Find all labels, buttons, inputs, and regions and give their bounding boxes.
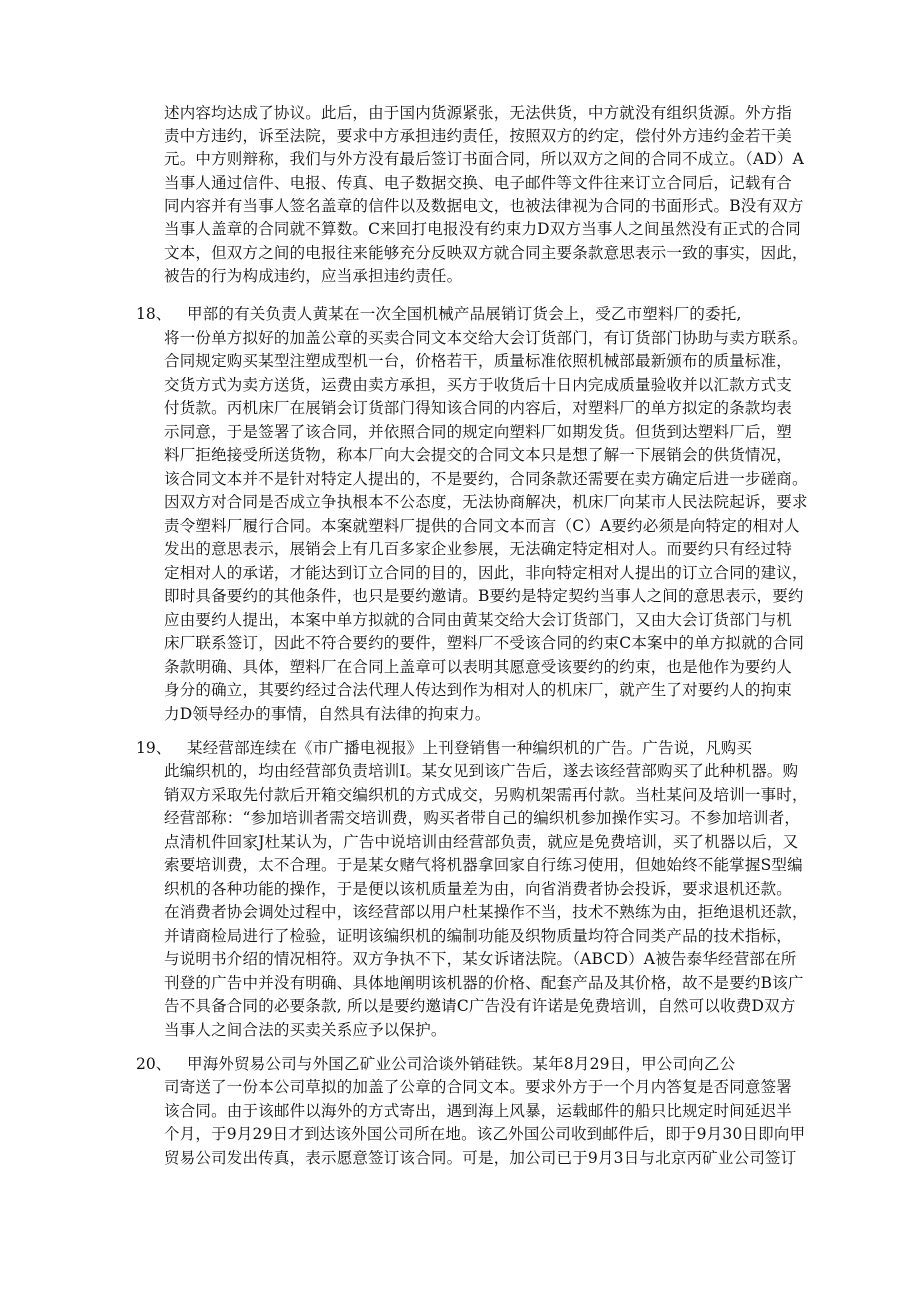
text-line: 交货方式为卖方送货，运费由卖方承担，买方于收货后十日内完成质量验收并以汇款方式支 xyxy=(164,376,793,394)
text-line: 示同意，于是签署了该合同，并依照合同的规定向塑料厂如期发货。但货到达塑料厂后，塑 xyxy=(164,423,793,441)
text-line: 发出的意思表示，展销会上有几百多家企业参展，无法确定特定相对人。而要约只有经过特 xyxy=(164,540,793,558)
text-line: 织机的各种功能的操作，于是便以该机质量差为由，向省消费者协会投诉，要求退机还款。 xyxy=(164,880,793,898)
text-line: 当事人之间合法的买卖关系应予以保护。 xyxy=(164,1021,447,1039)
text-line: 与说明书介绍的情况相符。双方争执不下，某女诉诸法院。（ABCD）A被告泰华经营部在所 xyxy=(164,950,797,968)
text-line: 将一份单方拟好的加盖公章的买卖合同文本交给大会订货部门，有订货部门协助与卖方联系。 xyxy=(164,329,808,347)
question-number: 20、 xyxy=(136,1055,172,1073)
text-line: 刊登的广告中并没有明确、具体地阐明该机器的价格、配套产品及其价格，故不是要约B该广 xyxy=(164,974,804,992)
text-line: 被告的行为构成违约，应当承担违约责任。 xyxy=(164,267,463,285)
text-line: 文本，但双方之间的电报往来能够充分反映双方就合同主要条款意思表示一致的事实，因此， xyxy=(164,244,808,262)
text-line: 该合同文本并不是针对特定人提出的，不是要约，合同条款还需要在卖方确定后进一步磋商。 xyxy=(164,470,808,488)
text-line: 个月，于9月29日才到达该外国公司所在地。该乙外国公司收到邮件后，即于9月30日即向甲 xyxy=(164,1125,806,1143)
question-number: 19、 xyxy=(136,739,172,757)
text-line: 身分的确立，其要约经过合法代理人传达到作为相对人的机床厂，就产生了对要约人的拘束 xyxy=(164,681,793,699)
text-line: 责令塑料厂履行合同。本案就塑料厂提供的合同文本而言（C）A要约必须是向特定的相对人 xyxy=(164,517,800,535)
text-line: 该合同。由于该邮件以海外的方式寄出，遇到海上风暴，运载邮件的船只比规定时间延迟半 xyxy=(164,1102,793,1120)
text-line: 料厂拒绝接受所送货物，称本厂向大会提交的合同文本只是想了解一下展销会的供货情况， xyxy=(164,446,793,464)
text-line: 条款明确、具体，塑料厂在合同上盖章可以表明其愿意受该要约的约束，也是他作为要约人 xyxy=(164,658,793,676)
text-line: 点清机件回家J杜某认为，广告中说培训由经营部负责，就应是免费培训，买了机器以后，又 xyxy=(164,833,799,851)
text-line: 因双方对合同是否成立争执根本不公态度，无法协商解决，机床厂向某市人民法院起诉，要求 xyxy=(164,493,808,511)
text-line: 并请商检局进行了检验，证明该编织机的编制功能及织物质量均符合同类产品的技术指标， xyxy=(164,927,793,945)
text-line: 经营部称：“参加培训者需交培训费，购买者带自己的编织机参加操作实习。不参加培训者， xyxy=(164,809,801,827)
text-line: 司寄送了一份本公司草拟的加盖了公章的合同文本。要求外方于一个月内答复是否同意签署 xyxy=(164,1078,793,1096)
text-line: 即时具备要约的其他条件，也只是要约邀请。B要约是特定契约当事人之间的意思表示，要约 xyxy=(164,587,804,605)
text-line: 销双方采取先付款后开箱交编织机的方式成交，另购机架需再付款。当杜某问及培训一事时， xyxy=(164,786,808,804)
text-line: 合同规定购买某型注塑成型机一台，价格若干，质量标准依照机械部最新颁布的质量标准， xyxy=(164,352,793,370)
text-line: 床厂联系签订，因此不符合要约的要件，塑料厂不受该合同的约束C本案中的单方拟就的合同 xyxy=(164,634,805,652)
text-line: 责中方违约，诉至法院，要求中方承担违约责任，按照双方的约定，偿付外方违约金若干美 xyxy=(164,127,793,145)
text-line: 某经营部连续在《市广播电视报》上刊登销售一种编织机的广告。广告说，凡购买 xyxy=(187,739,753,757)
text-line: 付货款。丙机床厂在展销会订货部门得知该合同的内容后，对塑料厂的单方拟定的条款均表 xyxy=(164,399,793,417)
text-line: 甲海外贸易公司与外国乙矿业公司洽谈外销硅铁。某年8月29日，甲公司向乙公 xyxy=(187,1055,736,1073)
text-line: 当事人盖章的合同就不算数。C来回打电报没有约束力D双方当事人之间虽然没有正式的合同 xyxy=(164,220,801,238)
text-line: 力D领导经办的事情，自然具有法律的拘束力。 xyxy=(164,705,491,723)
text-line: 贸易公司发出传真，表示愿意签订该合同。可是，加公司已于9月3日与北京丙矿业公司签订 xyxy=(164,1149,797,1167)
text-line: 当事人通过信件、电报、传真、电子数据交换、电子邮件等文件往来订立合同后，记载有合 xyxy=(164,174,793,192)
text-line: 同内容并有当事人签名盖章的信件以及数据电文，也被法律视为合同的书面形式。B没有双方 xyxy=(164,197,804,215)
text-line: 定相对人的承诺，才能达到订立合同的目的，因此，非向特定相对人提出的订立合同的建议， xyxy=(164,564,808,582)
text-line: 索要培训费，太不合理。于是某女赌气将机器拿回家自行练习使用，但她始终不能掌握S型编 xyxy=(164,856,803,874)
text-line: 甲部的有关负责人黄某在一次全国机械产品展销订货会上，受乙市塑料厂的委托, xyxy=(187,305,742,323)
question-number: 18、 xyxy=(136,305,172,323)
text-line: 述内容均达成了协议。此后，由于国内货源紧张，无法供货，中方就没有组织货源。外方指 xyxy=(164,104,793,122)
text-line: 元。中方则辩称，我们与外方没有最后签订书面合同，所以双方之间的合同不成立。（AD）A xyxy=(164,150,804,168)
text-line: 应由要约人提出，本案中单方拟就的合同由黄某交给大会订货部门，又由大会订货部门与机 xyxy=(164,611,793,629)
text-line: 告不具备合同的必要条款, 所以是要约邀请C广告没有许诺是免费培训，自然可以收费D双方 xyxy=(164,997,796,1015)
text-line: 此编织机的，均由经营部负责培训I。某女见到该广告后，遂去该经营部购买了此种机器。购 xyxy=(164,762,799,780)
text-line: 在消费者协会调处过程中，该经营部以用户杜某操作不当，技术不熟练为由，拒绝退机还款， xyxy=(164,903,808,921)
